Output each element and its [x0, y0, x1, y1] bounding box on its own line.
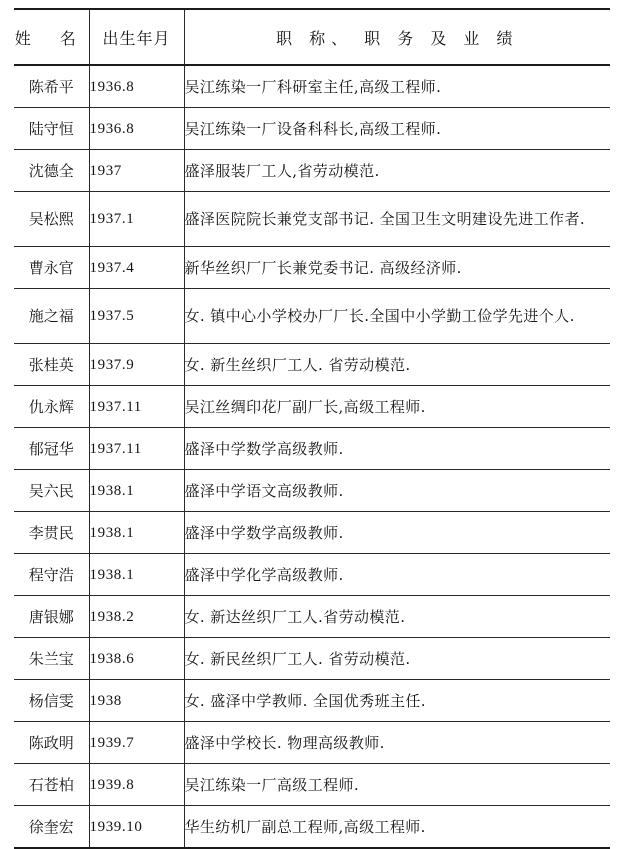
table-row: [14, 247, 610, 289]
birth-date: 1938.1: [89, 554, 184, 596]
birth-date: 1939.10: [89, 806, 184, 848]
title-and-achievement: 吴江丝绸印花厂副厂长,高级工程师.: [184, 386, 610, 428]
birth-date: 1939.7: [89, 722, 184, 764]
table-row: [14, 680, 610, 722]
birth-date: 1938.2: [89, 596, 184, 638]
birth-date: 1937.5: [89, 289, 184, 344]
title-and-achievement: 盛泽服装厂工人,省劳动模范.: [184, 150, 610, 192]
person-name: 施之福: [14, 289, 89, 344]
person-name: 仇永辉: [14, 386, 89, 428]
title-and-achievement: 女. 新达丝织厂工人.省劳动模范.: [184, 596, 610, 638]
records-table-frame: [14, 8, 610, 849]
birth-date: 1939.8: [89, 764, 184, 806]
table-row: [14, 596, 610, 638]
birth-date: 1938: [89, 680, 184, 722]
name-column-header: 姓 名: [14, 10, 89, 65]
title-and-achievement: 盛泽中学数学高级教师.: [184, 512, 610, 554]
title-and-achievement: 女. 镇中心小学校办厂厂长.全国中小学勤工俭学先进个人.: [184, 289, 610, 344]
title-and-achievement: 女. 新民丝织厂工人. 省劳动模范.: [184, 638, 610, 680]
person-name: 张桂英: [14, 344, 89, 386]
title-and-achievement: 吴江练染一厂科研室主任,高级工程师.: [184, 65, 610, 108]
birth-date: 1937.4: [89, 247, 184, 289]
person-name: 陆守恒: [14, 108, 89, 150]
table-row: [14, 554, 610, 596]
table-row: [14, 65, 610, 108]
table-row: [14, 428, 610, 470]
table-row: [14, 289, 610, 344]
table-header-row: [14, 10, 610, 65]
table-row: [14, 512, 610, 554]
person-name: 吴松熙: [14, 192, 89, 247]
birth-date: 1938.1: [89, 512, 184, 554]
birth-date: 1937: [89, 150, 184, 192]
person-name: 陈希平: [14, 65, 89, 108]
table-row: [14, 806, 610, 848]
title-and-achievement: 女. 新生丝织厂工人. 省劳动模范.: [184, 344, 610, 386]
person-name: 程守浩: [14, 554, 89, 596]
person-name: 朱兰宝: [14, 638, 89, 680]
title-and-achievement: 吴江练染一厂设备科科长,高级工程师.: [184, 108, 610, 150]
person-name: 沈德全: [14, 150, 89, 192]
person-name: 郁冠华: [14, 428, 89, 470]
title-and-achievement: 盛泽中学化学高级教师.: [184, 554, 610, 596]
birth-date-column-header: 出生年月: [89, 10, 184, 65]
person-name: 陈政明: [14, 722, 89, 764]
title-and-achievement: 吴江练染一厂高级工程师.: [184, 764, 610, 806]
person-name: 曹永官: [14, 247, 89, 289]
title-and-achievement: 盛泽中学语文高级教师.: [184, 470, 610, 512]
table-row: [14, 150, 610, 192]
birth-date: 1938.6: [89, 638, 184, 680]
title-and-achievement: 华生纺机厂副总工程师,高级工程师.: [184, 806, 610, 848]
title-and-achievement: 盛泽中学校长. 物理高级教师.: [184, 722, 610, 764]
birth-date: 1937.1: [89, 192, 184, 247]
table-row: [14, 192, 610, 247]
table-row: [14, 722, 610, 764]
person-name: 石苍柏: [14, 764, 89, 806]
table-row: [14, 386, 610, 428]
records-table: [14, 10, 610, 847]
title-and-achievement: 盛泽医院院长兼党支部书记. 全国卫生文明建设先进工作者.: [184, 192, 610, 247]
table-row: [14, 344, 610, 386]
person-name: 吴六民: [14, 470, 89, 512]
person-name: 徐奎宏: [28, 817, 74, 836]
table-row: [14, 638, 610, 680]
person-name: 唐银娜: [14, 596, 89, 638]
birth-date: 1936.8: [89, 108, 184, 150]
table-row: [14, 764, 610, 806]
birth-date: 1937.11: [89, 386, 184, 428]
table-row: [14, 470, 610, 512]
description-column-header: 职 称、 职 务 及 业 绩: [184, 10, 610, 65]
birth-date: 1938.1: [89, 470, 184, 512]
title-and-achievement: 盛泽中学数学高级教师.: [184, 428, 610, 470]
birth-date: 1937.9: [89, 344, 184, 386]
title-and-achievement: 女. 盛泽中学教师. 全国优秀班主任.: [184, 680, 610, 722]
title-and-achievement: 新华丝织厂厂长兼党委书记. 高级经济师.: [184, 247, 610, 289]
person-name: 杨信雯: [14, 680, 89, 722]
person-name: 李贯民: [14, 512, 89, 554]
birth-date: 1936.8: [89, 65, 184, 108]
table-row: [14, 108, 610, 150]
birth-date: 1937.11: [89, 428, 184, 470]
